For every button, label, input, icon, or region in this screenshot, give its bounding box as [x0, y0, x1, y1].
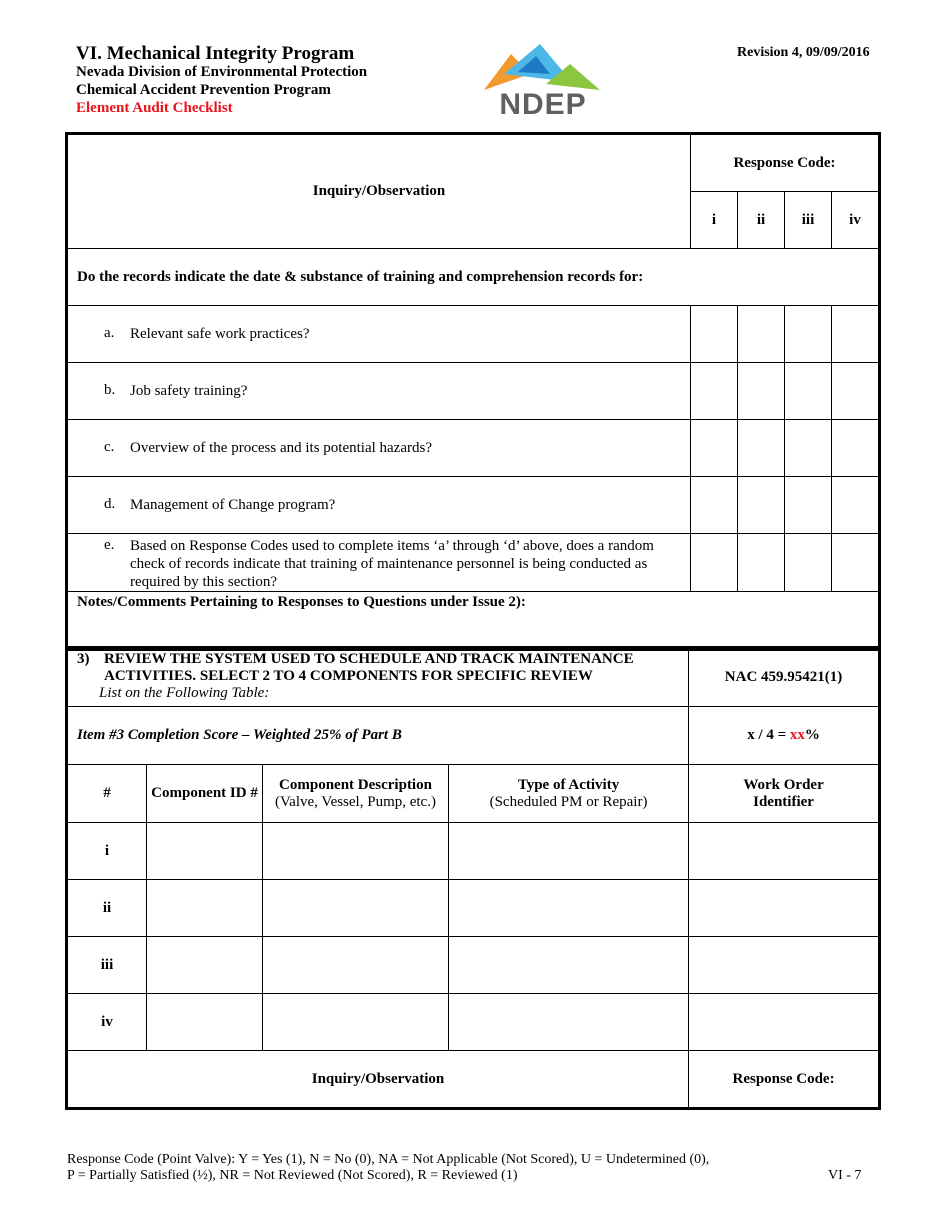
document-header	[76, 45, 367, 117]
column-header-num: #	[68, 765, 147, 823]
component-row-ii	[68, 880, 879, 937]
item-text-cell	[68, 534, 691, 592]
item-letter: e.	[104, 537, 115, 553]
response-cell[interactable]	[691, 534, 738, 592]
score-suffix: %	[804, 727, 820, 743]
component-id-cell[interactable]	[147, 994, 263, 1051]
logo-text: NDEP	[499, 88, 587, 121]
description-cell[interactable]	[263, 823, 449, 880]
item-row-c	[68, 420, 879, 477]
item-text-cell	[68, 306, 691, 363]
component-id-cell[interactable]	[147, 880, 263, 937]
footer-inquiry-header: Inquiry/Observation	[68, 1051, 689, 1108]
program-name: Chemical Accident Prevention Program	[76, 82, 331, 98]
completion-score	[689, 707, 879, 765]
activity-cell[interactable]	[449, 937, 689, 994]
section-3-heading	[68, 649, 689, 707]
response-cell[interactable]	[738, 534, 785, 592]
legend-line-2: P = Partially Satisfied (½), NR = Not Reviewed (Not Scored), R = Reviewed (1)	[67, 1168, 518, 1183]
component-id-cell[interactable]	[147, 823, 263, 880]
response-cell[interactable]	[785, 420, 832, 477]
response-cell[interactable]	[738, 306, 785, 363]
activity-cell[interactable]	[449, 880, 689, 937]
work-order-cell[interactable]	[689, 823, 879, 880]
revision-label: Revision 4, 09/09/2016	[737, 45, 870, 60]
description-title: Component Description	[279, 776, 432, 793]
training-records-table	[67, 134, 879, 649]
score-prefix: x / 4 =	[747, 727, 790, 743]
question-row: Do the records indicate the date & substance of training and comprehension records for:	[68, 249, 879, 306]
section-subtitle: List on the Following Table:	[99, 685, 270, 701]
item-row-b	[68, 363, 879, 420]
activity-title: Type of Activity	[517, 776, 620, 793]
item-letter: a.	[104, 325, 115, 341]
item-text: Overview of the process and its potential hazards?	[130, 440, 432, 456]
response-cell[interactable]	[785, 534, 832, 592]
component-row-iii	[68, 937, 879, 994]
description-cell[interactable]	[263, 994, 449, 1051]
legend-line-1: Response Code (Point Valve): Y = Yes (1), N = No (0), NA = Not Applicable (Not Scored), U = Undetermined (0),	[67, 1152, 710, 1167]
agency-name: Nevada Division of Environmental Protection	[76, 64, 368, 80]
item-text-cell	[68, 363, 691, 420]
component-row-iv	[68, 994, 879, 1051]
item-letter: d.	[104, 496, 116, 512]
column-header-component-id: Component ID #	[147, 765, 263, 823]
page-title: VI. Mechanical Integrity Program	[76, 43, 355, 64]
response-cell[interactable]	[832, 363, 879, 420]
item-row-e	[68, 534, 879, 592]
mountains-icon	[484, 44, 602, 94]
item-text-cell	[68, 477, 691, 534]
item-row-a	[68, 306, 879, 363]
column-header-work-order: Work Order Identifier	[689, 765, 879, 823]
code-header-ii: ii	[738, 192, 785, 249]
footer-response-header: Response Code:	[689, 1051, 879, 1108]
response-cell[interactable]	[691, 477, 738, 534]
description-cell[interactable]	[263, 880, 449, 937]
column-header-description	[263, 765, 449, 823]
code-header-iv: iv	[832, 192, 879, 249]
response-cell[interactable]	[738, 363, 785, 420]
response-cell[interactable]	[785, 477, 832, 534]
activity-cell[interactable]	[449, 823, 689, 880]
code-header-i: i	[691, 192, 738, 249]
response-cell[interactable]	[691, 306, 738, 363]
response-cell[interactable]	[785, 306, 832, 363]
row-number: ii	[68, 880, 147, 937]
response-cell[interactable]	[738, 477, 785, 534]
response-cell[interactable]	[691, 363, 738, 420]
description-subtitle: (Valve, Vessel, Pump, etc.)	[275, 793, 436, 810]
response-code-legend	[67, 1152, 709, 1184]
inquiry-header: Inquiry/Observation	[68, 135, 691, 249]
score-value: xx	[789, 727, 805, 743]
section-title: REVIEW THE SYSTEM USED TO SCHEDULE AND TRACK MAINTENANCE ACTIVITIES. SELECT 2 TO 4 COMPONENTS FOR SPECIFIC REVIEW	[104, 651, 634, 684]
item-text-cell	[68, 420, 691, 477]
work-order-cell[interactable]	[689, 880, 879, 937]
code-header-iii: iii	[785, 192, 832, 249]
component-row-i	[68, 823, 879, 880]
item-letter: b.	[104, 382, 116, 398]
item-text: Based on Response Codes used to complete items ‘a’ through ‘d’ above, does a random check of records indicate that training of maintenance personnel is being conducted as required by this section?	[130, 538, 654, 590]
response-cell[interactable]	[691, 420, 738, 477]
item-letter: c.	[104, 439, 115, 455]
row-number: iv	[68, 994, 147, 1051]
section-number: 3)	[77, 651, 90, 667]
checklist-label: Element Audit Checklist	[76, 100, 233, 116]
nac-reference: NAC 459.95421(1)	[689, 649, 879, 707]
ndep-logo	[484, 44, 602, 122]
item-text: Management of Change program?	[130, 497, 336, 513]
response-code-header: Response Code:	[691, 135, 879, 192]
item-text: Job safety training?	[130, 383, 248, 399]
work-order-cell[interactable]	[689, 994, 879, 1051]
response-cell[interactable]	[738, 420, 785, 477]
item-row-d	[68, 477, 879, 534]
response-cell[interactable]	[785, 363, 832, 420]
response-cell[interactable]	[832, 306, 879, 363]
completion-score-label: Item #3 Completion Score – Weighted 25% of Part B	[68, 707, 689, 765]
activity-subtitle: (Scheduled PM or Repair)	[489, 793, 648, 810]
maintenance-components-table	[67, 648, 879, 1108]
response-cell[interactable]	[832, 477, 879, 534]
notes-comments[interactable]: Notes/Comments Pertaining to Responses to Questions under Issue 2):	[68, 592, 879, 649]
work-order-cell[interactable]	[689, 937, 879, 994]
item-text: Relevant safe work practices?	[130, 326, 310, 342]
row-number: i	[68, 823, 147, 880]
component-id-cell[interactable]	[147, 937, 263, 994]
response-cell[interactable]	[832, 420, 879, 477]
page-number: VI - 7	[828, 1168, 862, 1183]
column-header-activity	[449, 765, 689, 823]
row-number: iii	[68, 937, 147, 994]
response-cell[interactable]	[832, 534, 879, 592]
description-cell[interactable]	[263, 937, 449, 994]
activity-cell[interactable]	[449, 994, 689, 1051]
